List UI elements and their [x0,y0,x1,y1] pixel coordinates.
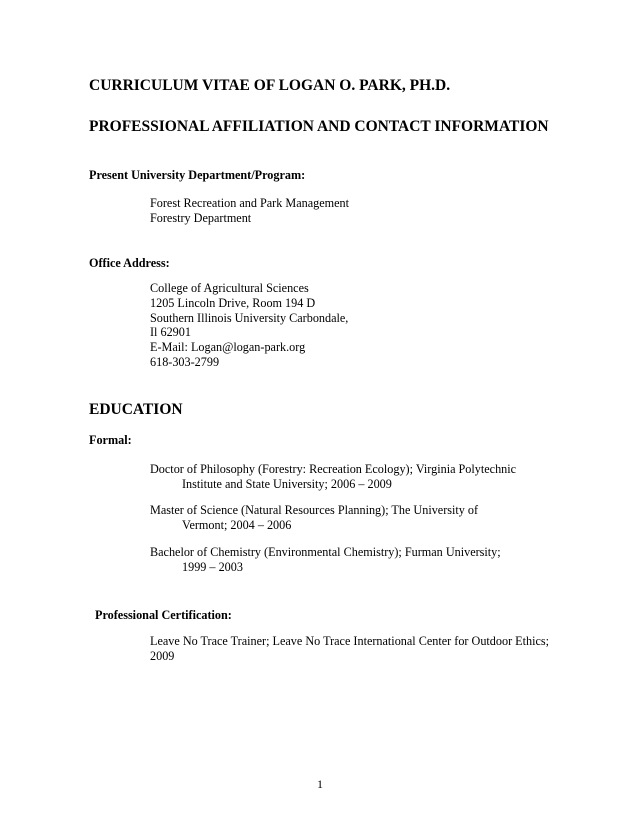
department-line: Forestry Department [150,211,252,225]
degree-entry [150,462,516,492]
degree-entry [150,545,501,575]
page-number: 1 [317,777,323,791]
address-line: Southern Illinois University Carbondale, [150,311,349,325]
office-address-label: Office Address: [89,256,170,270]
formal-label: Formal: [89,433,132,447]
degree-line: Bachelor of Chemistry (Environmental Chemistry); Furman University; [150,545,501,559]
degree-entry [150,503,478,533]
address-line: College of Agricultural Sciences [150,281,309,295]
email-line: E-Mail: Logan@logan-park.org [150,340,306,354]
degree-line: Institute and State University; 2006 – 2009 [182,476,392,491]
department-label: Present University Department/Program: [89,168,306,182]
department-line: Forest Recreation and Park Management [150,196,349,210]
affiliation-heading: PROFESSIONAL AFFILIATION AND CONTACT INFORMATION [89,118,549,135]
document-title: CURRICULUM VITAE OF LOGAN O. PARK, PH.D. [89,77,451,94]
degree-line: 1999 – 2003 [182,559,243,574]
certification-line: 2009 [150,648,175,663]
certification-line: Leave No Trace Trainer; Leave No Trace International Center for Outdoor Ethics; [150,634,550,648]
certification-entry [150,634,549,664]
degree-line: Vermont; 2004 – 2006 [182,517,292,532]
degree-line: Master of Science (Natural Resources Planning); The University of [150,503,479,517]
address-line: Il 62901 [150,325,191,339]
phone-line: 618-303-2799 [150,355,220,369]
address-line: 1205 Lincoln Drive, Room 194 D [150,296,316,310]
education-heading: EDUCATION [89,401,183,418]
certification-label: Professional Certification: [95,608,232,622]
degree-line: Doctor of Philosophy (Forestry: Recreation Ecology); Virginia Polytechnic [150,462,517,476]
